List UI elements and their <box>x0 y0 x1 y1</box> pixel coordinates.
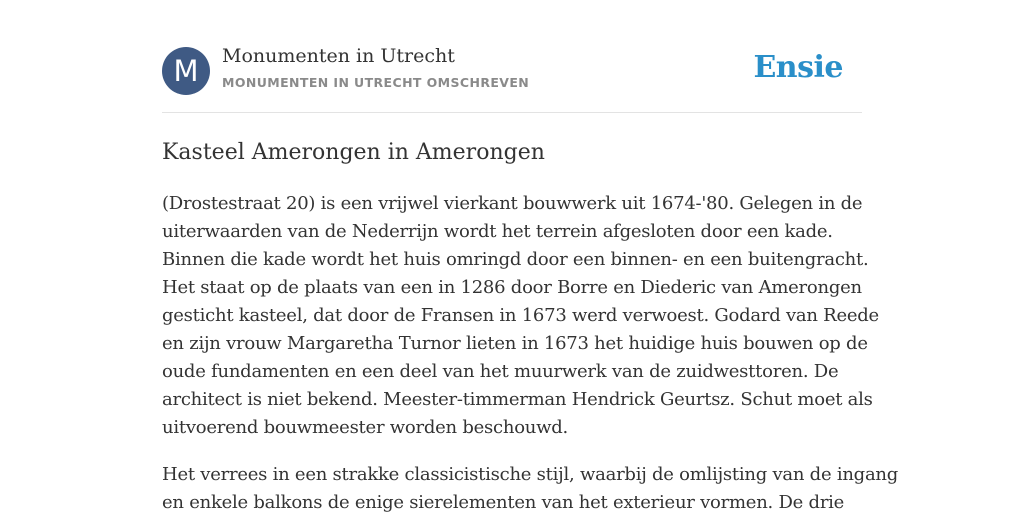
paragraph-line: (Drostestraat 20) is een vrijwel vierkant bouwwerk uit 1674-'80. Gelegen in de <box>162 193 863 214</box>
page <box>162 0 899 512</box>
article-paragraph-1 <box>162 190 879 442</box>
site-title[interactable]: Monumenten in Utrecht <box>222 45 455 67</box>
paragraph-line: uitvoerend bouwmeester worden beschouwd. <box>162 417 569 438</box>
paragraph-line: uiterwaarden van de Nederrijn wordt het terrein afgesloten door een kade. <box>162 221 833 242</box>
paragraph-line: architect is niet bekend. Meester-timmerman Hendrick Geurtsz. Schut moet als <box>162 389 873 410</box>
article-title: Kasteel Amerongen in Amerongen <box>162 140 545 165</box>
site-header <box>162 0 862 113</box>
article-paragraph-2 <box>162 461 899 512</box>
paragraph-line: oude fundamenten en een deel van het muurwerk van de zuidwesttoren. De <box>162 361 839 382</box>
paragraph-line: gesticht kasteel, dat door de Fransen in 1673 werd verwoest. Godard van Reede <box>162 305 879 326</box>
paragraph-line: Het staat op de plaats van een in 1286 door Borre en Diederic van Amerongen <box>162 277 862 298</box>
paragraph-line: en enkele balkons de enige sierelementen van het exterieur vormen. De drie <box>162 492 845 512</box>
ensie-logo[interactable]: Ensie <box>753 50 843 85</box>
paragraph-line: Binnen die kade wordt het huis omringd door een binnen- en een buitengracht. <box>162 249 869 270</box>
paragraph-line: Het verrees in een strakke classicistische stijl, waarbij de omlijsting van de ingang <box>162 464 899 485</box>
paragraph-line: en zijn vrouw Margaretha Turnor lieten in 1673 het huidige huis bouwen op de <box>162 333 868 354</box>
site-subtitle: MONUMENTEN IN UTRECHT OMSCHREVEN <box>222 75 530 90</box>
avatar[interactable]: M <box>162 47 210 95</box>
